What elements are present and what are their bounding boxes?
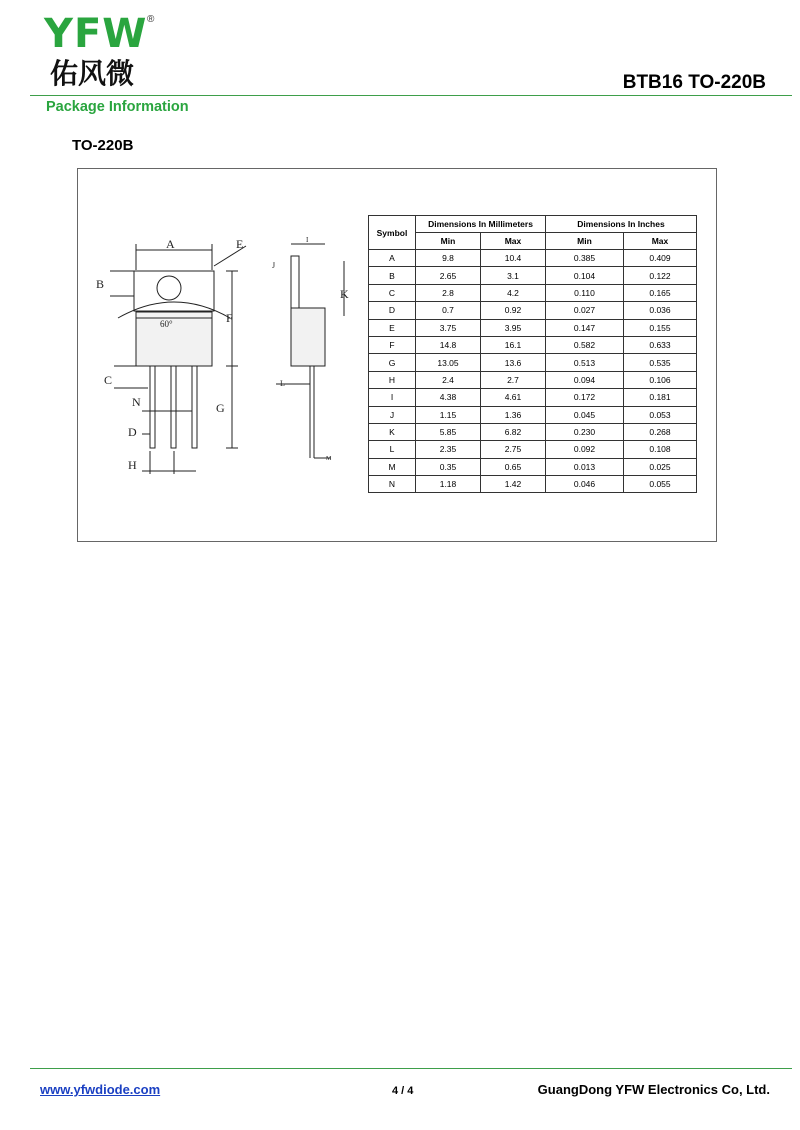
website-link[interactable]: www.yfwdiode.com bbox=[40, 1082, 161, 1097]
table-row: L 2.35 2.75 0.092 0.108 bbox=[369, 441, 697, 458]
header-millimeters: Dimensions In Millimeters bbox=[416, 216, 546, 233]
label-E: E bbox=[236, 237, 244, 251]
table-row: A 9.8 10.4 0.385 0.409 bbox=[369, 250, 697, 267]
header-in-min: Min bbox=[546, 233, 624, 250]
label-D: D bbox=[128, 425, 137, 439]
label-B: B bbox=[96, 277, 105, 291]
label-M: M bbox=[326, 456, 332, 462]
label-G: G bbox=[216, 401, 225, 415]
table-row: H 2.4 2.7 0.094 0.106 bbox=[369, 371, 697, 388]
table-row: M 0.35 0.65 0.013 0.025 bbox=[369, 458, 697, 475]
label-H: H bbox=[128, 458, 137, 472]
logo-latin-text: YFW bbox=[44, 11, 148, 57]
label-A: A bbox=[166, 237, 175, 251]
label-L: L bbox=[280, 379, 285, 388]
company-logo bbox=[44, 11, 164, 92]
label-F: F bbox=[226, 311, 233, 325]
table-row: D 0.7 0.92 0.027 0.036 bbox=[369, 302, 697, 319]
header-divider bbox=[30, 95, 792, 96]
section-heading: Package Information bbox=[46, 99, 189, 115]
document-title: BTB16 TO-220B bbox=[622, 72, 766, 93]
label-N: N bbox=[132, 395, 141, 409]
footer-divider bbox=[30, 1068, 792, 1069]
table-row: E 3.75 3.95 0.147 0.155 bbox=[369, 319, 697, 336]
table-row: F 14.8 16.1 0.582 0.633 bbox=[369, 336, 697, 353]
logo-chinese-text: 佑风微 bbox=[50, 57, 135, 90]
label-C: C bbox=[104, 373, 113, 387]
lead-right bbox=[192, 366, 197, 448]
lead-left bbox=[150, 366, 155, 448]
package-name: TO-220B bbox=[72, 137, 134, 154]
table-row: G 13.05 13.6 0.513 0.535 bbox=[369, 354, 697, 371]
header-in-max: Max bbox=[624, 233, 697, 250]
header-inches: Dimensions In Inches bbox=[546, 216, 697, 233]
company-name: GuangDong YFW Electronics Co, Ltd. bbox=[537, 1082, 770, 1097]
registered-mark: ® bbox=[147, 14, 155, 25]
label-angle: 60° bbox=[160, 319, 173, 329]
header-mm-min: Min bbox=[416, 233, 481, 250]
package-outline-drawing bbox=[86, 226, 356, 476]
body-outline bbox=[136, 312, 212, 366]
table-row: I 4.38 4.61 0.172 0.181 bbox=[369, 389, 697, 406]
page-number: 4 / 4 bbox=[392, 1085, 414, 1097]
dimensions-table-body bbox=[369, 250, 697, 493]
dimensions-table bbox=[368, 215, 697, 493]
table-row: N 1.18 1.42 0.046 0.055 bbox=[369, 476, 697, 493]
label-I: I bbox=[306, 236, 309, 244]
table-row: B 2.65 3.1 0.104 0.122 bbox=[369, 267, 697, 284]
side-view-tab bbox=[291, 256, 299, 316]
table-row: J 1.15 1.36 0.045 0.053 bbox=[369, 406, 697, 423]
header-symbol: Symbol bbox=[369, 216, 416, 250]
label-K: K bbox=[340, 287, 349, 301]
label-J: J bbox=[272, 261, 276, 270]
table-row: K 5.85 6.82 0.230 0.268 bbox=[369, 423, 697, 440]
lead-middle bbox=[171, 366, 176, 448]
mounting-hole bbox=[157, 276, 181, 300]
side-view-body bbox=[291, 308, 325, 366]
header-mm-max: Max bbox=[481, 233, 546, 250]
table-row: C 2.8 4.2 0.110 0.165 bbox=[369, 284, 697, 301]
